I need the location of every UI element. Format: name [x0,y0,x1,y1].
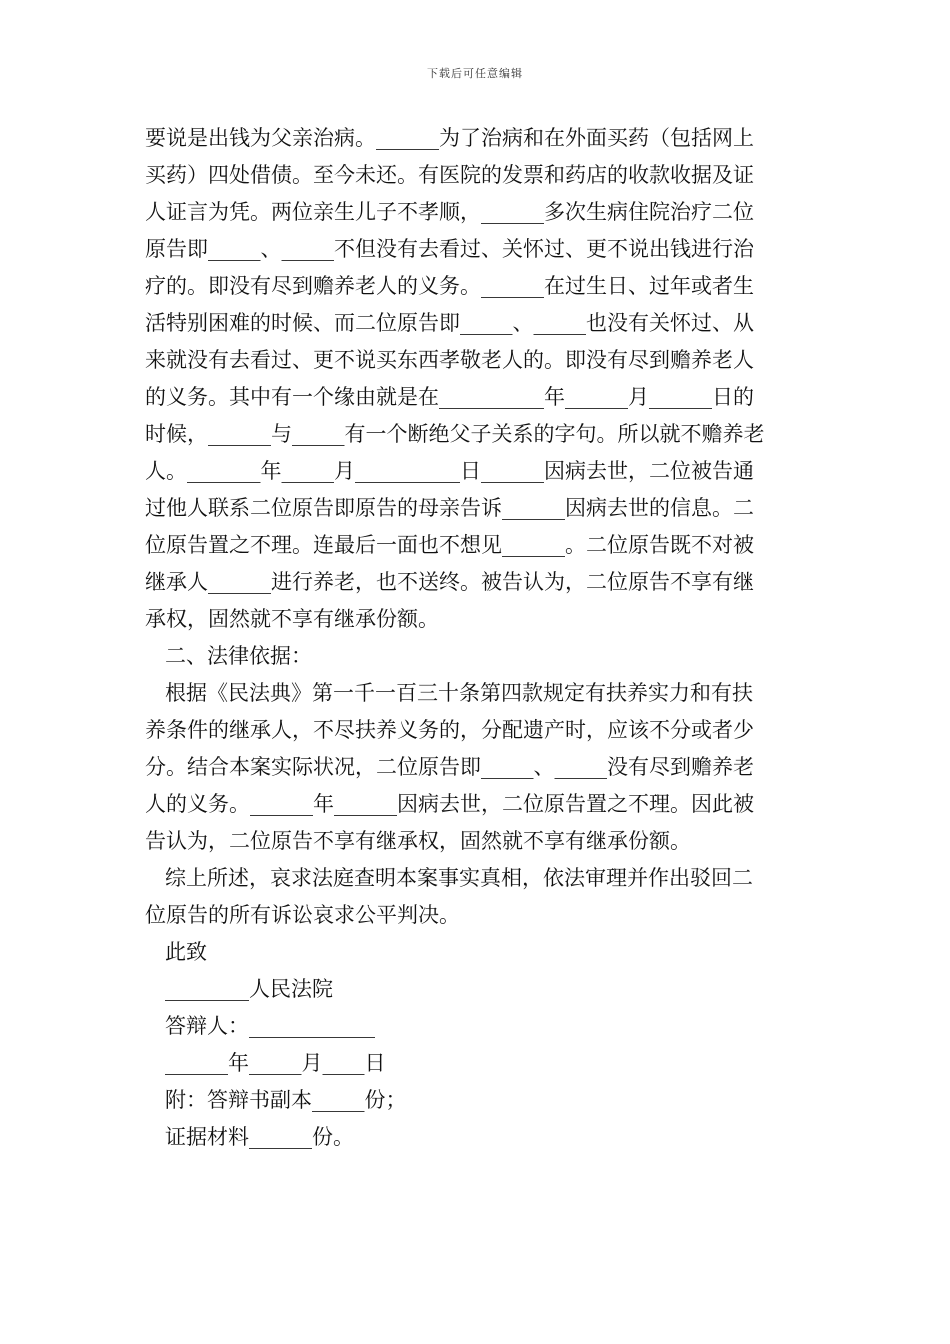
body-line: 要说是出钱为父亲治病。______为了治病和在外面买药（包括网上 [145,126,754,150]
page-header-note: 下载后可任意编辑 [427,67,523,80]
body-line: 过他人联系二位原告即原告的母亲告诉______因病去世的信息。二 [145,496,754,520]
closing-salutation: 此致 [165,940,207,964]
body-line: 分。结合本案实际状况，二位原告即_____、_____没有尽到赡养老 [145,755,754,779]
document-body [145,120,810,1156]
body-line: 位原告置之不理。连最后一面也不想见______。二位原告既不对被 [145,533,754,557]
section-heading: 二、法律依据： [165,644,312,668]
body-line: 养条件的继承人，不尽扶养义务的，分配遗产时，应该不分或者少 [145,718,754,742]
body-line: 人。_______年_____月__________日______因病去世，二位被告通 [145,459,754,483]
body-line: 人证言为凭。两位亲生儿子不孝顺，______多次生病住院治疗二位 [145,200,754,224]
attachment-copies-line: 附：答辩书副本_____份； [165,1088,407,1112]
body-line: 来就没有去看过、更不说买东西孝敬老人的。即没有尽到赡养老人 [145,348,754,372]
body-line: 活特别困难的时候、而二位原告即_____、_____也没有关怀过、从 [145,311,754,335]
body-line: 疗的。即没有尽到赡养老人的义务。______在过生日、过年或者生 [145,274,754,298]
body-line: 时候，______与_____有一个断绝父子关系的字句。所以就不赡养老 [145,422,765,446]
body-line: 的义务。其中有一个缘由就是在__________年______月______日的 [145,385,754,409]
body-line: 位原告的所有诉讼哀求公平判决。 [145,903,460,927]
evidence-line: 证据材料______份。 [165,1125,354,1149]
body-line: 人的义务。______年______因病去世，二位原告置之不理。因此被 [145,792,754,816]
respondent-line: 答辩人：____________ [165,1014,375,1038]
date-line: ______年_____月____日 [165,1051,386,1075]
body-line: 根据《民法典》第一千一百三十条第四款规定有扶养实力和有扶 [165,681,753,705]
body-line: 承权，固然就不享有继承份额。 [145,607,439,631]
body-line: 告认为，二位原告不享有继承权，固然就不享有继承份额。 [145,829,691,853]
body-line: 综上所述，哀求法庭查明本案事实真相，依法审理并作出驳回二 [165,866,753,890]
body-line: 买药）四处借债。至今未还。有医院的发票和药店的收款收据及证 [145,163,754,187]
body-line: 继承人______进行养老，也不送终。被告认为，二位原告不享有继 [145,570,754,594]
body-line: 原告即_____、_____不但没有去看过、关怀过、更不说出钱进行治 [145,237,754,261]
court-name-line: ________人民法院 [165,977,333,1001]
